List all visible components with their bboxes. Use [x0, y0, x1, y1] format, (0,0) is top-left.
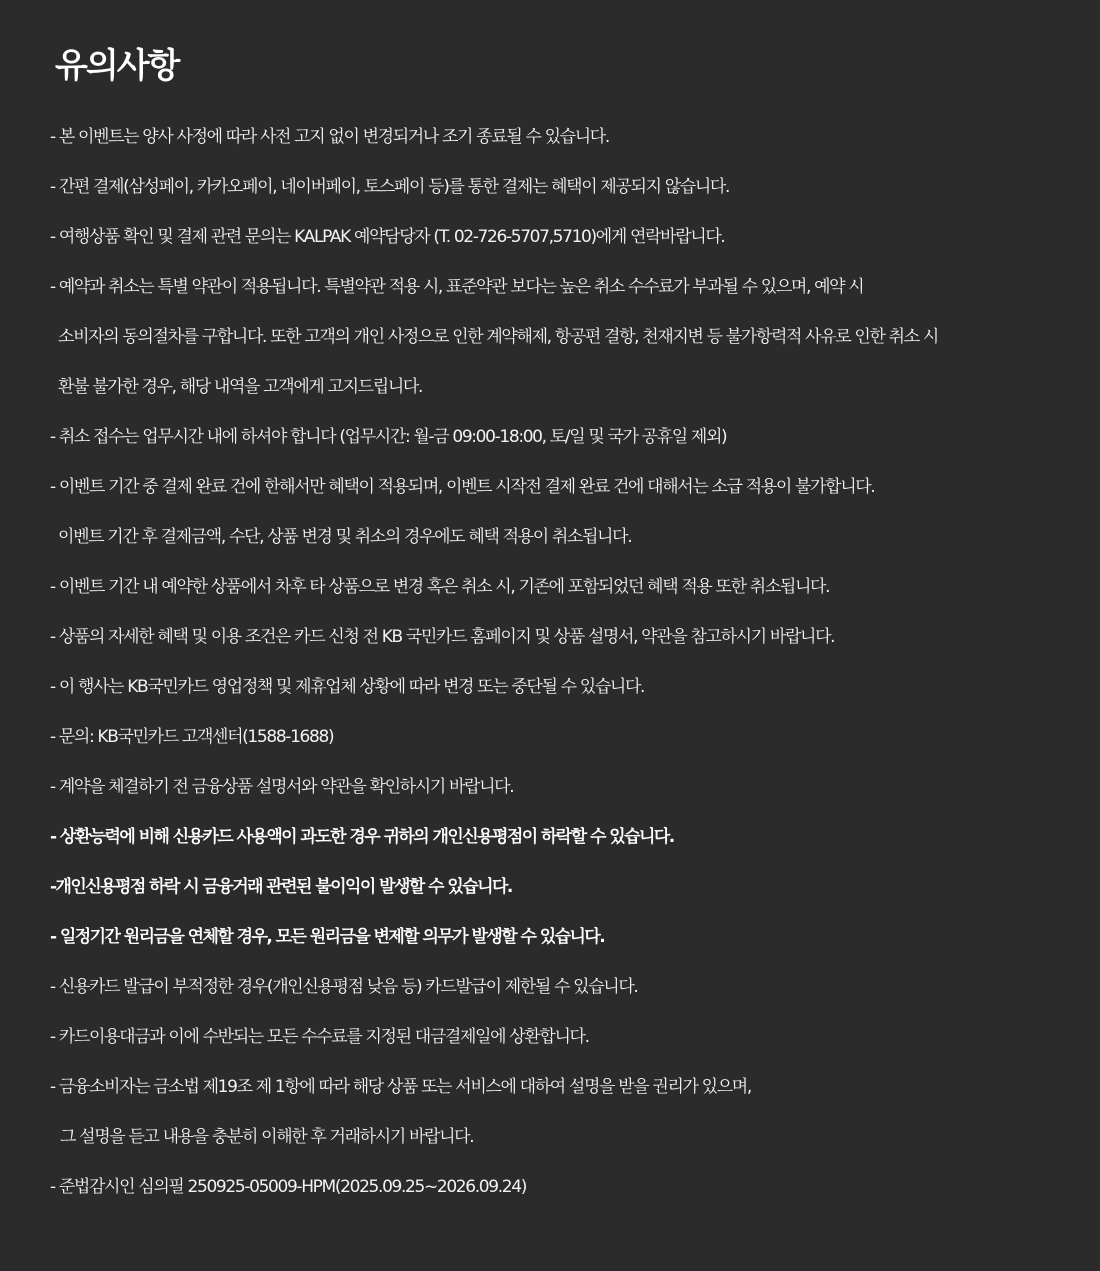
notice-line: - 이벤트 기간 중 결제 완료 건에 한해서만 혜택이 적용되며, 이벤트 시작전 결제 완료 건에 대해서는 소급 적용이 불가합니다.	[50, 477, 875, 497]
notice-title: 유의사항	[55, 46, 179, 86]
notice-line: - 문의: KB국민카드 고객센터(1588-1688)	[50, 727, 334, 747]
notice-line: - 간편 결제(삼성페이, 카카오페이, 네이버페이, 토스페이 등)를 통한 결제는 혜택이 제공되지 않습니다.	[50, 177, 730, 197]
notice-line-warning: - 상환능력에 비해 신용카드 사용액이 과도한 경우 귀하의 개인신용평점이 하락할 수 있습니다.	[50, 827, 674, 847]
notice-line: - 카드이용대금과 이에 수반되는 모든 수수료를 지정된 대금결제일에 상환합니다.	[50, 1027, 589, 1047]
notice-line-continuation: 이벤트 기간 후 결제금액, 수단, 상품 변경 및 취소의 경우에도 혜택 적용이 취소됩니다.	[58, 527, 632, 547]
notice-line: - 예약과 취소는 특별 약관이 적용됩니다. 특별약관 적용 시, 표준약관 보다는 높은 취소 수수료가 부과될 수 있으며, 예약 시	[50, 277, 864, 297]
notice-line-continuation: 환불 불가한 경우, 해당 내역을 고객에게 고지드립니다.	[58, 377, 423, 397]
notice-line: - 본 이벤트는 양사 사정에 따라 사전 고지 없이 변경되거나 조기 종료될 수 있습니다.	[50, 127, 609, 147]
notice-line: - 계약을 체결하기 전 금융상품 설명서와 약관을 확인하시기 바랍니다.	[50, 777, 514, 797]
notice-line: - 상품의 자세한 혜택 및 이용 조건은 카드 신청 전 KB 국민카드 홈페이지 및 상품 설명서, 약관을 참고하시기 바랍니다.	[50, 627, 835, 647]
notice-line: - 이벤트 기간 내 예약한 상품에서 차후 타 상품으로 변경 혹은 취소 시, 기존에 포함되었던 혜택 적용 또한 취소됩니다.	[50, 577, 830, 597]
notice-line: - 여행상품 확인 및 결제 관련 문의는 KALPAK 예약담당자 (T. 02-726-5707,5710)에게 연락바랍니다.	[50, 227, 725, 247]
notice-line-warning: -개인신용평점 하락 시 금융거래 관련된 불이익이 발생할 수 있습니다.	[50, 877, 512, 897]
notice-line-continuation: 소비자의 동의절차를 구합니다. 또한 고객의 개인 사정으로 인한 계약해제, 항공편 결항, 천재지변 등 불가항력적 사유로 인한 취소 시	[58, 327, 938, 347]
notice-line-warning: - 일정기간 원리금을 연체할 경우, 모든 원리금을 변제할 의무가 발생할 수 있습니다.	[50, 927, 605, 947]
notice-list	[50, 112, 1090, 1212]
notice-line: - 금융소비자는 금소법 제19조 제 1항에 따라 해당 상품 또는 서비스에 대하여 설명을 받을 권리가 있으며,	[50, 1077, 751, 1097]
notice-line: - 준법감시인 심의필 250925-05009-HPM(2025.09.25~2026.09.24)	[50, 1177, 526, 1197]
notice-line: - 이 행사는 KB국민카드 영업정책 및 제휴업체 상황에 따라 변경 또는 중단될 수 있습니다.	[50, 677, 645, 697]
notice-line: - 신용카드 발급이 부적정한 경우(개인신용평점 낮음 등) 카드발급이 제한될 수 있습니다.	[50, 977, 638, 997]
notice-line: - 취소 접수는 업무시간 내에 하셔야 합니다 (업무시간: 월-금 09:00-18:00, 토/일 및 국가 공휴일 제외)	[50, 427, 727, 447]
notice-line-continuation: 그 설명을 듣고 내용을 충분히 이해한 후 거래하시기 바랍니다.	[60, 1127, 474, 1147]
